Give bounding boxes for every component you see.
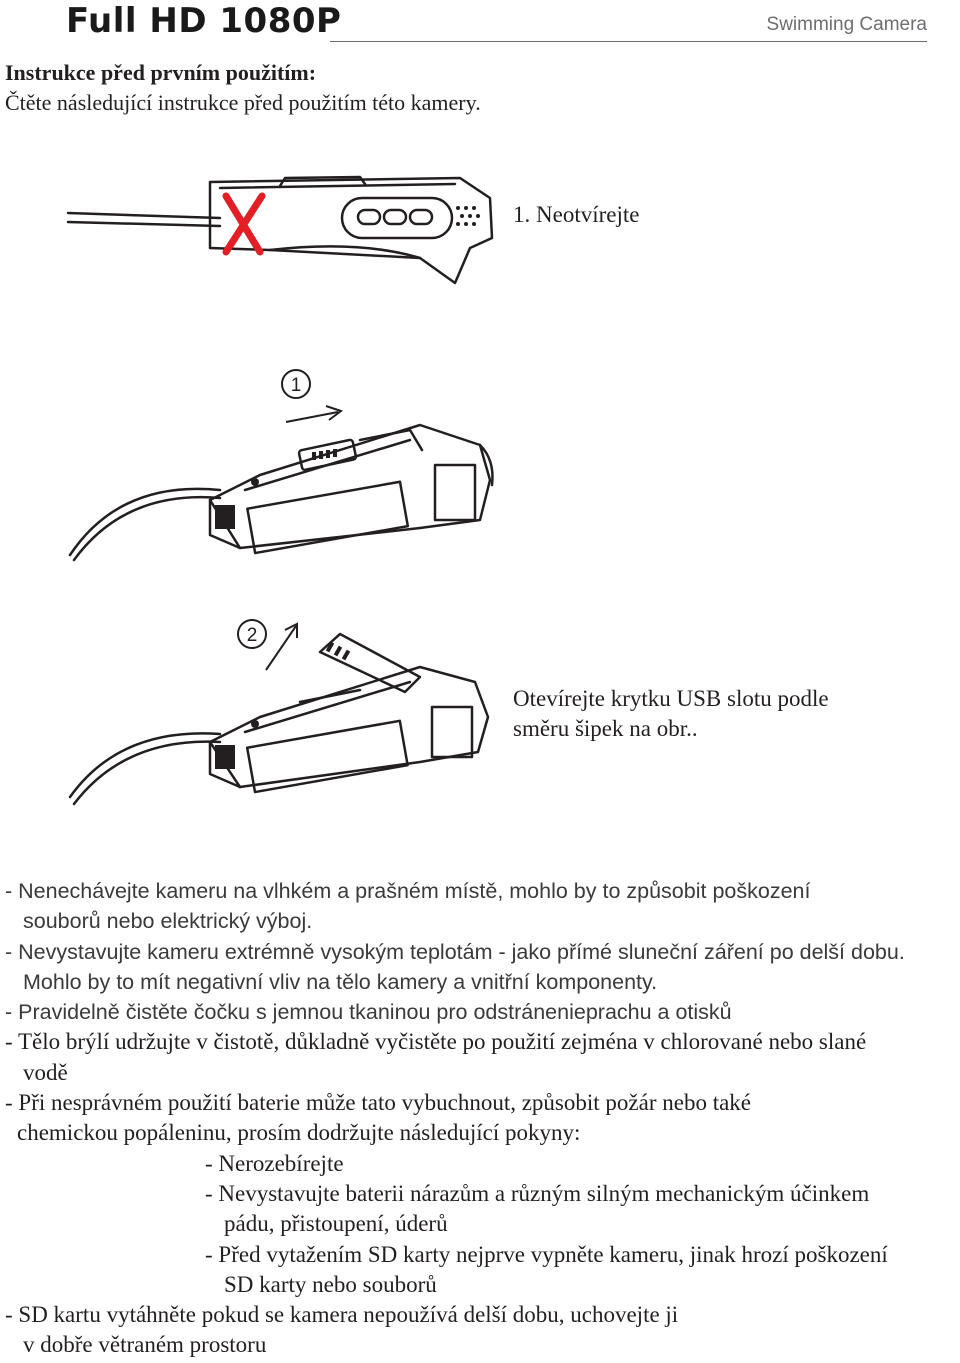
intro-text: Čtěte následující instrukce před použitím této kamery.: [5, 90, 481, 115]
sub-list-item: - Nerozebírejte: [205, 1150, 344, 1176]
figure-do-not-open: [60, 168, 500, 298]
instruction-list: [5, 876, 960, 1361]
sub-list-item: - Před vytažením SD karty nejprve vypněte kameru, jinak hrozí poškození: [205, 1241, 888, 1267]
arrow-up-right-icon: [266, 624, 297, 670]
list-item-continuation: v dobře větraném prostoru: [23, 1332, 267, 1358]
list-item: - Pravidelně čistěte čočku s jemnou tkaninou pro odstráneniеprachu a otisků: [5, 1000, 732, 1025]
figure3-caption-line2: směru šipek na obr..: [513, 716, 698, 741]
figure3-caption: [513, 684, 829, 744]
list-item-continuation: chemickou popáleninu, prosím dodržujte následující pokyny:: [17, 1120, 581, 1146]
figure3-caption-line1: Otevírejte krytku USB slotu podle: [513, 686, 829, 711]
list-item-continuation: souborů nebo elektrický výboj.: [23, 909, 313, 934]
figure-step2-open-cover: [60, 612, 500, 817]
figure-step1-slide-cover: [60, 360, 510, 575]
list-item-continuation: vodě: [23, 1059, 68, 1085]
arrow-right-icon: [286, 406, 341, 422]
red-x-icon: [226, 196, 262, 252]
figure1-caption: 1. Neotvírejte: [513, 202, 640, 227]
sub-list-item: - Nevystavujte baterii nárazům a různým silným mechanickým účinkem: [205, 1180, 870, 1206]
page-title: Full HD 1080P: [66, 1, 342, 41]
step2-marker: [238, 620, 266, 648]
header-rule: [330, 41, 927, 42]
sub-list-item-continuation: SD karty nebo souborů: [224, 1271, 437, 1297]
list-item: - Tělo brýlí udržujte v čistotě, důkladně vyčistěte po použití zejména v chlorované nebo slané: [5, 1029, 867, 1055]
list-item: - Při nesprávném použití baterie může tato vybuchnout, způsobit požár nebo také: [5, 1090, 751, 1116]
sub-list-item-continuation: pádu, přistoupení, úderů: [224, 1211, 448, 1237]
list-item: - SD kartu vytáhněte pokud se kamera nepoužívá delší dobu, uchovejte ji: [5, 1302, 679, 1328]
intro-heading: Instrukce před prvním použitím:: [5, 60, 317, 85]
svg-text:2: 2: [246, 625, 258, 646]
list-item: - Nevystavujte kameru extrémně vysokým teplotám - jako přímé sluneční záření po delší dobu.: [5, 939, 905, 964]
list-item-continuation: Mohlo by to mít negativní vliv na tělo kamery a vnitřní komponenty.: [23, 969, 658, 994]
step1-marker: [282, 370, 310, 398]
svg-text:1: 1: [290, 375, 302, 396]
list-item: - Nenechávejte kameru na vlhkém a prašném místě, mohlo by to způsobit poškození: [5, 879, 811, 903]
header-subtitle: Swimming Camera: [766, 14, 927, 35]
